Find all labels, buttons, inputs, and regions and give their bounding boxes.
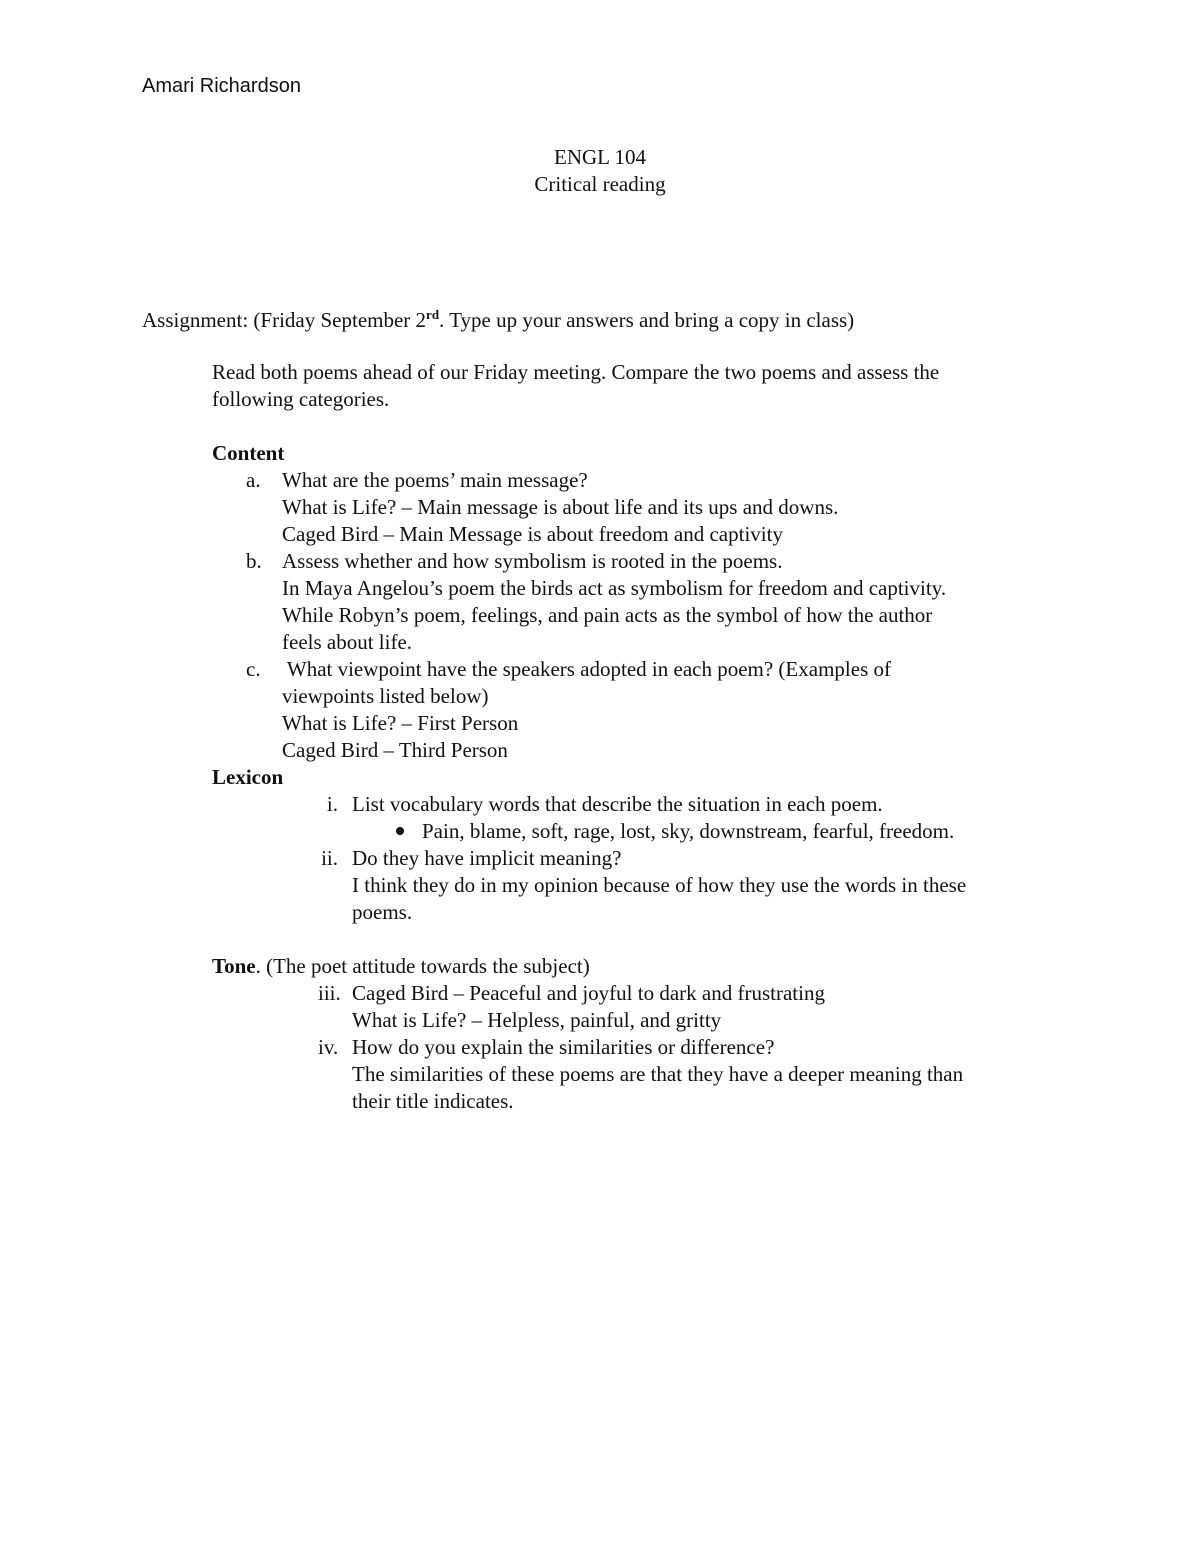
list-marker: c. <box>246 657 261 681</box>
list-item-b <box>212 548 1052 575</box>
answer-text: In Maya Angelou’s poem the birds act as symbolism for freedom and captivity. <box>282 576 947 600</box>
assignment-suffix: . Type up your answers and bring a copy in class) <box>439 308 855 332</box>
question-text: Assess whether and how symbolism is rooted in the poems. <box>282 549 783 573</box>
question-text: What viewpoint have the speakers adopted in each poem? (Examples of <box>282 657 891 681</box>
author-name: Amari Richardson <box>142 75 301 97</box>
list-item-iv <box>212 1034 1052 1061</box>
list-marker: iii. <box>318 981 341 1005</box>
question-text: viewpoints listed below) <box>282 684 489 708</box>
course-title: ENGL 104 <box>554 145 646 169</box>
list-item-i <box>212 791 1052 818</box>
question-text: What are the poems’ main message? <box>282 468 588 492</box>
list-item-ii <box>212 845 1052 872</box>
vocabulary-list: Pain, blame, soft, rage, lost, sky, downstream, fearful, freedom. <box>422 819 955 843</box>
intro-line: Read both poems ahead of our Friday meeting. Compare the two poems and assess the <box>212 360 940 384</box>
answer-text: What is Life? – Main message is about life and its ups and downs. <box>282 495 839 519</box>
content-heading: Content <box>212 441 285 465</box>
list-marker: ii. <box>321 846 338 870</box>
answer-text: What is Life? – First Person <box>282 711 519 735</box>
answer-text: While Robyn’s poem, feelings, and pain acts as the symbol of how the author <box>282 603 933 627</box>
assignment-line <box>142 306 854 334</box>
answer-text: I think they do in my opinion because of how they use the words in these <box>352 873 967 897</box>
tone-heading-line <box>212 953 1052 980</box>
list-marker: iv. <box>318 1035 339 1059</box>
answer-text: Caged Bird – Peaceful and joyful to dark and frustrating <box>352 981 825 1005</box>
answer-text: Caged Bird – Main Message is about freedom and captivity <box>282 522 783 546</box>
list-marker: b. <box>246 549 262 573</box>
document-subtitle: Critical reading <box>534 172 666 196</box>
question-text: Do they have implicit meaning? <box>352 846 622 870</box>
tone-description: . (The poet attitude towards the subject) <box>255 954 590 978</box>
list-item-iii <box>212 980 1052 1007</box>
answer-text: Caged Bird – Third Person <box>282 738 508 762</box>
list-item-c <box>212 656 1052 683</box>
answer-text: The similarities of these poems are that they have a deeper meaning than <box>352 1062 964 1086</box>
list-item-a <box>212 467 1052 494</box>
tone-heading: Tone <box>212 954 256 978</box>
lexicon-heading: Lexicon <box>212 765 284 789</box>
answer-text: What is Life? – Helpless, painful, and gritty <box>352 1008 722 1032</box>
list-marker: a. <box>246 468 261 492</box>
list-marker: i. <box>326 792 338 816</box>
bullet-item <box>212 818 1052 845</box>
answer-text: poems. <box>352 900 413 924</box>
intro-line: following categories. <box>212 387 390 411</box>
assignment-prefix: Assignment: (Friday September 2 <box>142 308 427 332</box>
answer-text: their title indicates. <box>352 1089 514 1113</box>
question-text: How do you explain the similarities or difference? <box>352 1035 775 1059</box>
answer-text: feels about life. <box>282 630 413 654</box>
document-body <box>212 359 1052 1115</box>
question-text: List vocabulary words that describe the situation in each poem. <box>352 792 883 816</box>
bullet-icon <box>396 827 404 835</box>
assignment-superscript: rd <box>426 307 440 322</box>
